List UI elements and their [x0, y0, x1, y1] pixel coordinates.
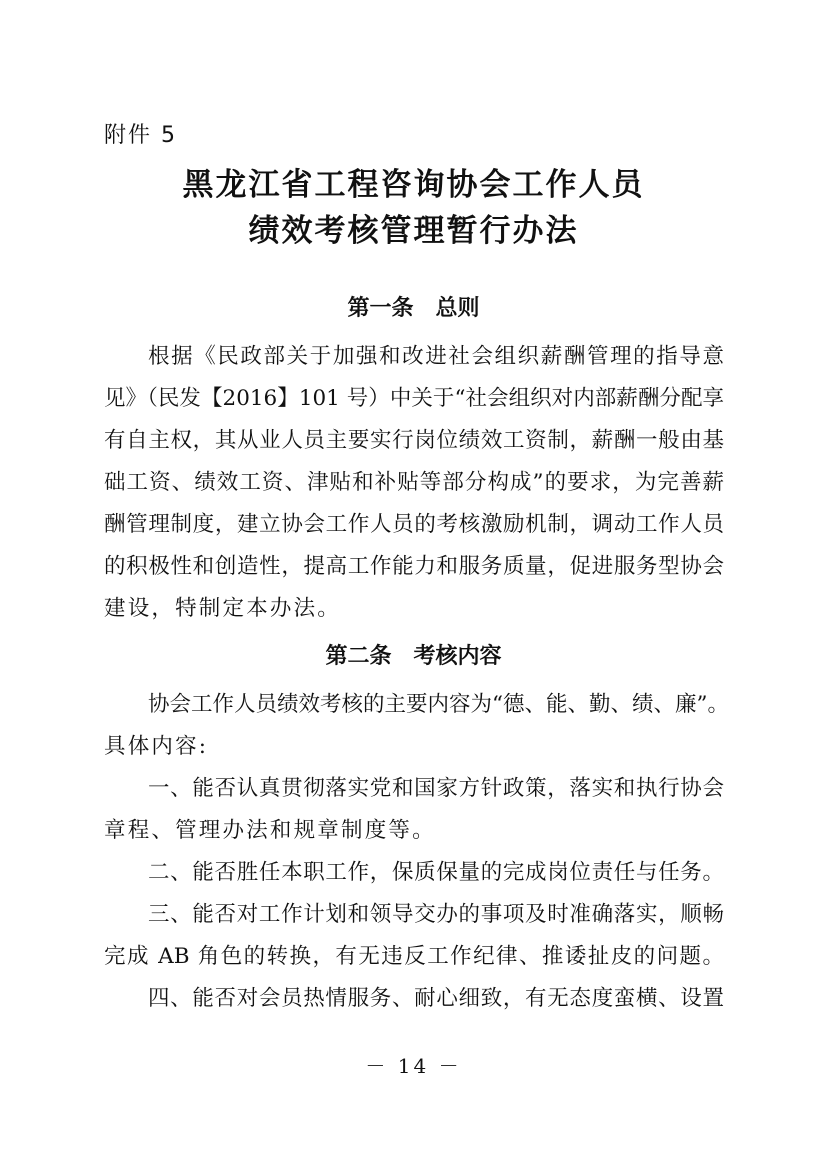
- article-1-heading: 第一条 总则: [347, 296, 480, 321]
- article-1-line: 酬管理制度，建立协会工作人员的考核激励机制，调动工作人员: [104, 512, 724, 537]
- article-2-heading: 第二条 考核内容: [325, 644, 502, 669]
- article-2-line: 二、能否胜任本职工作，保质保量的完成岗位责任与任务。: [148, 860, 724, 885]
- attachment-label: 附件 5: [104, 123, 177, 148]
- article-2-line: 完成 AB 角色的转换，有无违反工作纪律、推诿扯皮的问题。: [104, 944, 724, 969]
- article-1-line: 础工资、绩效工资、津贴和补贴等部分构成”的要求，为完善薪: [104, 470, 724, 495]
- article-1-line: 建设，特制定本办法。: [104, 596, 342, 621]
- article-1-line: 见》（民发【2016】101 号）中关于“社会组织对内部薪酬分配享: [104, 386, 724, 411]
- article-2-line: 协会工作人员绩效考核的主要内容为“德、能、勤、绩、廉”。: [148, 692, 729, 717]
- document-title-line-2: 绩效考核管理暂行办法: [248, 213, 579, 249]
- article-2-line: 具体内容:: [104, 734, 209, 759]
- article-2-line: 三、能否对工作计划和领导交办的事项及时准确落实，顺畅: [148, 902, 724, 927]
- article-2-line: 四、能否对会员热情服务、耐心细致，有无态度蛮横、设置: [148, 986, 724, 1011]
- article-2-line: 一、能否认真贯彻落实党和国家方针政策，落实和执行协会: [148, 776, 724, 801]
- article-1-line: 有自主权，其从业人员主要实行岗位绩效工资制，薪酬一般由基: [104, 428, 724, 453]
- article-1-line: 的积极性和创造性，提高工作能力和服务质量，促进服务型协会: [104, 554, 724, 579]
- article-1-line: 根据《民政部关于加强和改进社会组织薪酬管理的指导意: [148, 344, 724, 369]
- document-title-line-1: 黑龙江省工程咨询协会工作人员: [182, 167, 645, 203]
- page-number: － 14 －: [365, 1054, 462, 1078]
- article-2-line: 章程、管理办法和规章制度等。: [104, 818, 436, 843]
